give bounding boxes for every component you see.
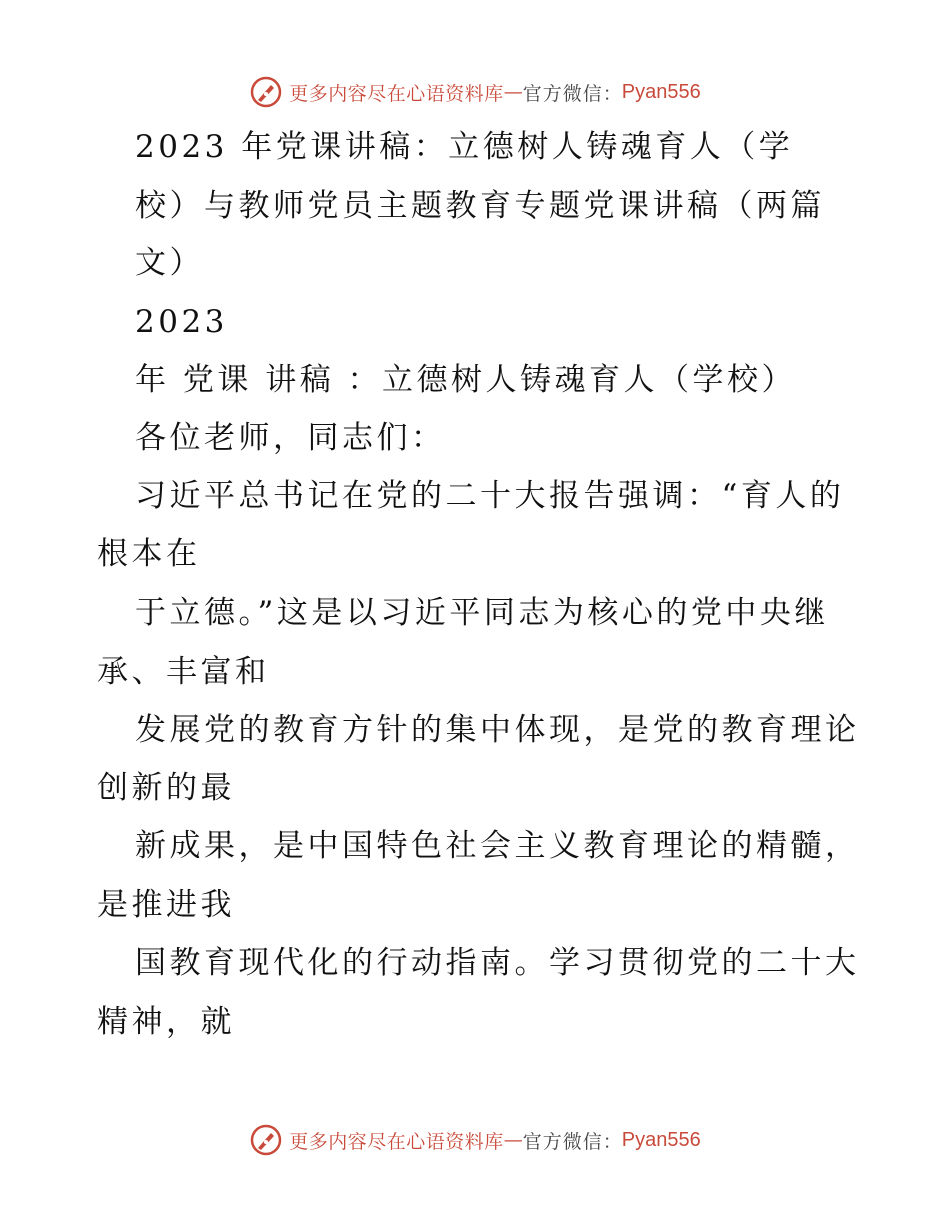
pen-logo-icon: [249, 1123, 283, 1157]
watermark-wechat-label: 官方微信: [522, 1130, 603, 1153]
body-line: 精神，就: [97, 1004, 235, 1040]
watermark-dash: —: [503, 1129, 523, 1151]
body-line: 国教育现代化的行动指南。学习贯彻党的二十大: [135, 945, 860, 981]
subtitle-line: 年 党课 讲稿 ：立德树人铸魂育人（学校）: [135, 362, 797, 398]
watermark-wechat-id: Pyan556: [621, 80, 701, 103]
salutation: 各位老师，同志们：: [135, 420, 446, 456]
footer-watermark: [0, 1120, 950, 1160]
title-line-3: 文）: [135, 245, 204, 281]
watermark-text: 更多内容尽在心语资料库: [289, 1130, 504, 1153]
title-line-2: 校）与教师党员主题教育专题党课讲稿（两篇: [135, 188, 825, 224]
body-line: 承、丰富和: [97, 654, 270, 690]
watermark-text: 更多内容尽在心语资料库: [289, 82, 504, 105]
header-watermark: [0, 72, 950, 112]
watermark-wechat-label: 官方微信: [522, 82, 603, 105]
body-line: 新成果，是中国特色社会主义教育理论的精髓，: [135, 828, 860, 864]
body-line: 发展党的教育方针的集中体现，是党的教育理论: [135, 712, 860, 748]
watermark-separator: ：: [602, 82, 622, 105]
watermark-dash: —: [503, 81, 523, 103]
body-line: 根本在: [97, 536, 201, 572]
body-line: 创新的最: [97, 770, 235, 806]
watermark-wechat-id: Pyan556: [621, 1128, 701, 1151]
body-line: 是推进我: [97, 887, 235, 923]
title-line-1: 2023 年党课讲稿：立德树人铸魂育人（学: [135, 129, 794, 165]
body-line: 于立德。”这是以习近平同志为核心的党中央继: [135, 595, 829, 631]
pen-logo-icon: [249, 75, 283, 109]
body-line: 习近平总书记在党的二十大报告强调：“育人的: [135, 478, 845, 514]
year-line: 2023: [135, 304, 228, 340]
watermark-separator: ：: [602, 1130, 622, 1153]
